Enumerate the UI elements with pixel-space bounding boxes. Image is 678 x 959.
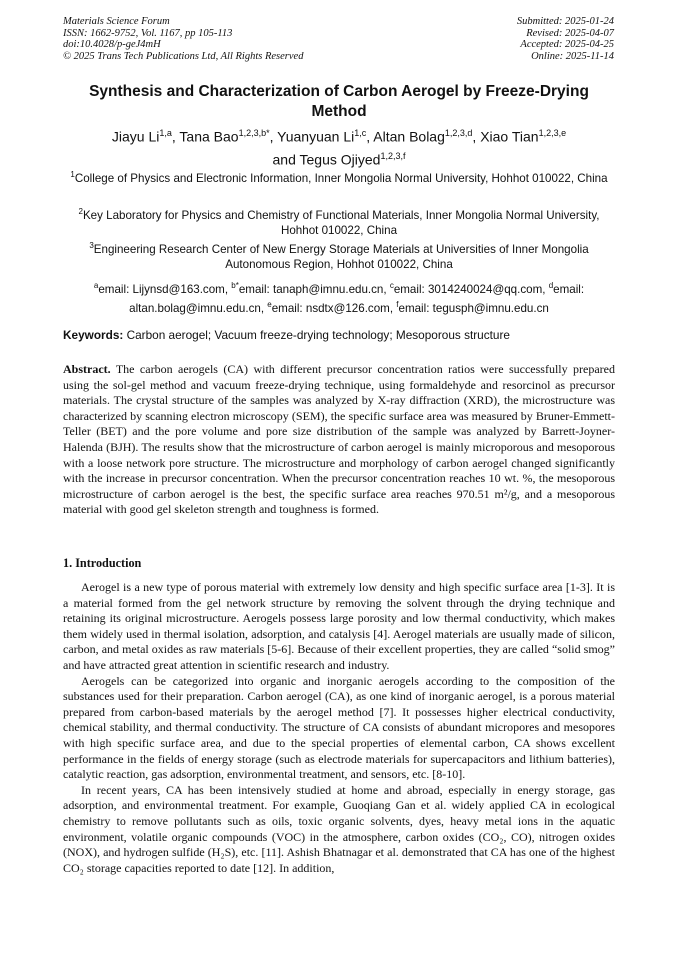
affiliation-text: Key Laboratory for Physics and Chemistry of Functional Materials, Inner Mongolia Normal University, Hohhot 010022, China [82,208,600,238]
journal-doi: doi:10.4028/p-geJ4mH [63,39,161,51]
body-paragraph: Aerogel is a new type of porous material with extremely low density and high specific surface area [1-3]. It is a material formed from the gel network structure by removing the solvent through the drying technique and retaining its original microstructure. Aerogels possess large porosity and low thermal conductivity, which makes them widely used in thermal isolation, adsorption, and catalysis [4]. Aerogel materials are usually made of silicon, carbon, and metal oxides as raw materials [5-6]. Because of their excellent properties, they are called “solid smog” and have attracted great attention in scientific research and industry. [63,580,615,672]
author-separator: , [366,128,374,145]
email-text: email: tegusph@imnu.edu.cn [398,302,549,316]
author-name: Altan Bolag [373,128,445,145]
affiliation-3 [62,238,616,273]
author-name: Tana Bao [179,128,239,145]
journal-issn: ISSN: 1662-9752, Vol. 1167, pp 105-113 [63,27,233,39]
journal-info [63,16,303,62]
affiliation-1 [62,167,616,186]
affiliation-number: 3 [89,241,94,250]
author-separator: , [171,128,180,145]
submission-dates [517,16,614,62]
email-text: email: altan.bolag@imnu.edu.cn, [129,282,585,316]
affiliation-number: 1 [70,170,75,179]
affiliation-text: Engineering Research Center of New Energy Storage Materials at Universities of Inner Mongolia Autonomous Region, Hohhot 010022, China [93,242,589,272]
date-accepted: Accepted: 2025-04-25 [520,39,614,51]
author-affiliation-marker: 1,2,3,b* [238,128,270,138]
author-emails [62,278,616,317]
affiliation-number: 2 [78,207,83,216]
abstract-label: Abstract. [63,362,111,376]
author-affiliation-marker: 1,2,3,f [380,150,406,161]
email-marker: a [93,281,99,290]
date-revised: Revised: 2025-04-07 [526,27,614,39]
keywords [63,328,615,343]
affiliation-2 [62,204,616,239]
author-affiliation-marker: 1,a [159,128,172,138]
paper-title: Synthesis and Characterization of Carbon Aerogel by Freeze-Drying Method [89,83,589,120]
section-heading: 1. Introduction [63,556,142,570]
author-name: Yuanyuan Li [277,128,355,145]
author-separator: , [269,128,278,145]
date-online: Online: 2025-11-14 [531,50,614,62]
author-affiliation-marker: 1,2,3,d [444,128,473,138]
date-submitted: Submitted: 2025-01-24 [516,16,614,27]
email-text: email: 3014240024@qq.com, [393,282,549,296]
keywords-text: Carbon aerogel; Vacuum freeze-drying technology; Mesoporous structure [123,328,510,342]
email-marker: e [267,300,272,310]
email-text: email: tanaph@imnu.edu.cn, [238,282,390,296]
email-text: email: nsdtx@126.com, [271,302,397,316]
email-text: email: Lijynsd@163.com, [98,282,232,296]
section-body [63,580,615,876]
author-affiliation-marker: 1,c [354,128,367,138]
author-name: Jiayu Li [111,128,160,145]
email-marker: c [389,281,394,290]
abstract [63,362,615,518]
author-list [60,124,618,169]
email-marker: d [548,281,554,290]
author-affiliation-marker: 1,2,3,e [538,128,567,138]
email-marker: f [396,300,399,310]
author-name: Xiao Tian [480,128,539,145]
journal-copyright: © 2025 Trans Tech Publications Ltd, All Rights Reserved [63,50,304,62]
journal-name: Materials Science Forum [63,16,170,27]
body-paragraph: Aerogels can be categorized into organic and inorganic aerogels according to the composition of the substances used for their preparation. Carbon aerogel (CA), as one kind of inorganic aerogel, is a porous material prepared from carbon-based materials by the aerogel method [7]. It possesses higher electrical conductivity, chemical stability, and thermal conductivity. The structure of CA consists of abundant micropores and mesopores with high specific surface area, and due to the special properties of elemental carbon, CA shows excellent performance in the fields of energy storage (such as electrode materials for supercapacitors and lithium batteries), catalytic reaction, gas adsorption, environmental treatment, and sensors, etc. [8-10]. [63,673,615,782]
author-separator: , [472,128,481,145]
body-paragraph: In recent years, CA has been intensively studied at home and abroad, especially in energy storage, gas adsorption, and environmental treatment. For example, Guoqiang Gan et al. widely applied CA in ecological chemistry to remove pollutants such as oils, toxic organic solvents, dyes, heavy metal ions in the aquatic environment, volatile organic compounds (VOC) in the atmosphere, carbon oxides (CO₂, CO), nitrogen oxides (NOX), and hydrogen sulfide (H₂S), etc. [11]. Ashish Bhatnagar et al. demonstrated that CA has one of the highest CO₂ storage capacities reported to date [12]. In addition, [63,782,615,875]
abstract-text: The carbon aerogels (CA) with different precursor concentration ratios were successfully prepared using the sol-gel method and vacuum freeze-drying technique, using formaldehyde and resorcinol as precursor materials. The crystal structure of the samples was analyzed by X-ray diffraction (XRD), the microstructure was characterized by scanning electron microscopy (SEM), the specific surface area was measured by Bruner-Emmett-Teller (BET) and the pore volume and pore size distribution of the sample was analyzed by Barrett-Joyner-Halenda (BJH). The results show that the microstructure of carbon aerogel is mainly microporous and mesoporous with a loose network pore structure. The microstructure and morphology of carbon aerogel changed significantly with the increase in precursor concentration. When the precursor concentration reaches 10 wt. %, the mesoporous microstructure of carbon aerogel is the best, the specific surface area reaches 970.51 m²/g, and a mesoporous material with good gel skeleton strength and toughness is formed. [63,362,615,517]
email-marker: b* [231,281,239,290]
affiliation-text: College of Physics and Electronic Information, Inner Mongolia Normal University, Hohhot 010022, China [74,171,608,185]
author-name: and Tegus Ojiyed [272,151,381,168]
keywords-label: Keywords: [63,328,124,342]
